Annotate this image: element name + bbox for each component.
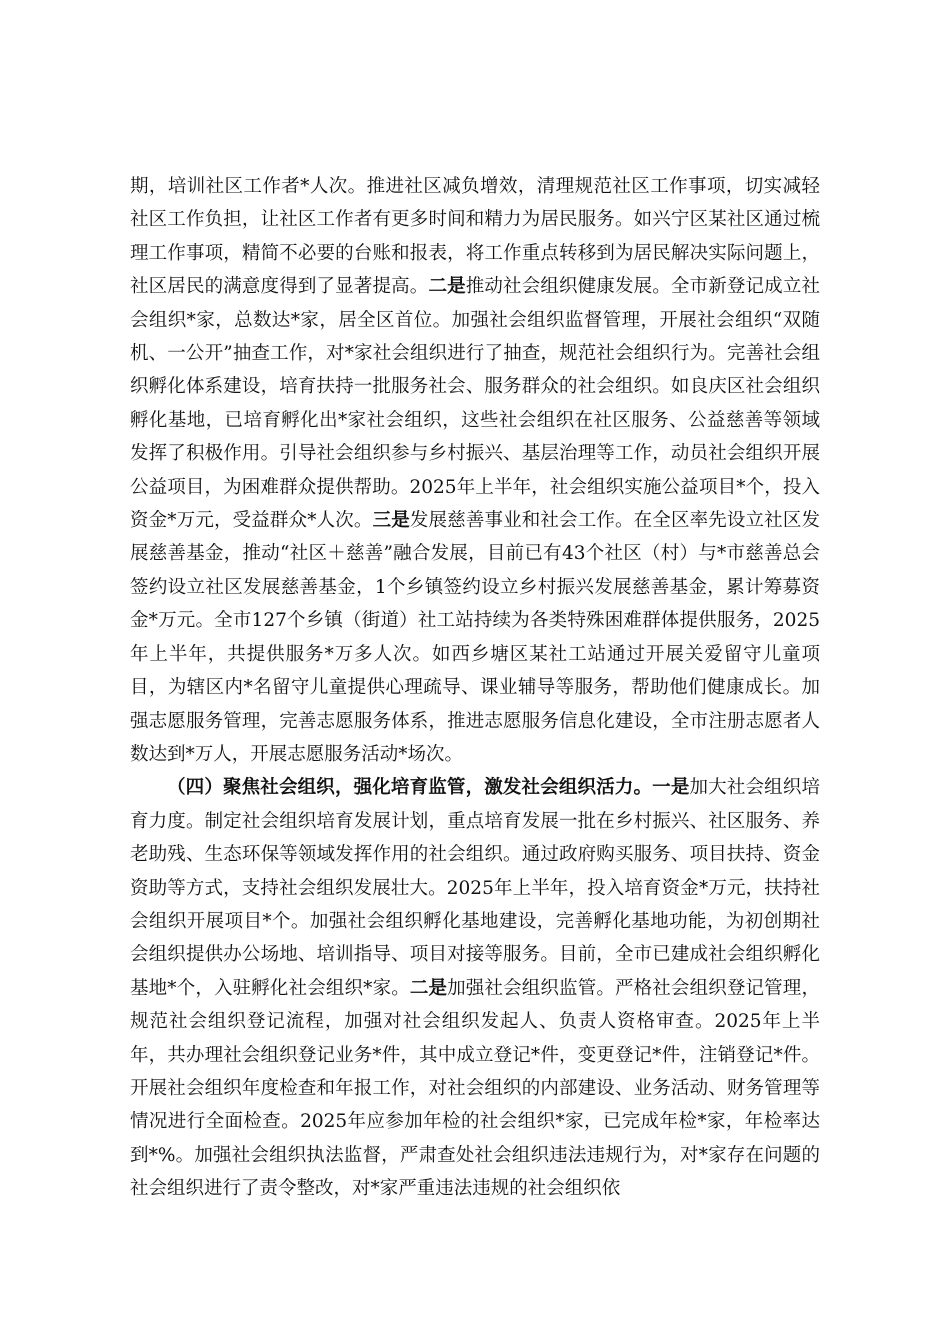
bold-marker-er-shi: 二是 xyxy=(428,276,466,298)
text-run: 加强社会组织监管。严格社会组织登记管理，规范社会组织登记流程，加强对社会组织发起人、负责人资格审查。2025年上半年，共办理社会组织登记业务*件，其中成立登记*件，变更登记*件，注销登记*件。开展社会组织年度检查和年报工作，对社会组织的内部建设、业务活动、财务管理等情况进行全面检查。2025年应参加年检的社会组织*家，已完成年检*家，年检率达到*%。加强社会组织执法监督，严肃查处社会组织违法违规行为，对*家存在问题的社会组织进行了责令整改，对*家严重违法违规的社会组织依 xyxy=(130,977,820,1200)
text-run: 期，培训社区工作者*人次。推进社区减负增效，清理规范社区工作事项，切实减轻社区工作负担，让社区工作者有更多时间和精力为居民服务。如兴宁区某社区通过梳理工作事项，精简不必要的台账和报表，将工作重点转移到为居民解决实际问题上，社区居民的满意度得到了显著提高。 xyxy=(130,176,820,298)
text-run: 发展慈善事业和社会工作。在全区率先设立社区发展慈善基金，推动“社区＋慈善”融合发展，目前已有43个社区（村）与*市慈善总会签约设立社区发展慈善基金，1个乡镇签约设立乡村振兴发展慈善基金，累计筹募资金*万元。全市127个乡镇（街道）社工站持续为各类特殊困难群体提供服务，2025年上半年，共提供服务*万多人次。如西乡塘区某社工站通过开展关爱留守儿童项目，为辖区内*名留守儿童提供心理疏导、课业辅导等服务，帮助他们健康成长。加强志愿服务管理，完善志愿服务体系，推进志愿服务信息化建设，全市注册志愿者人数达到*万人，开展志愿服务活动*场次。 xyxy=(130,510,820,765)
paragraph-continuation xyxy=(130,170,820,771)
text-run: 推动社会组织健康发展。全市新登记成立社会组织*家，总数达*家，居全区首位。加强社会组织监督管理，开展社会组织“双随机、一公开”抽查工作，对*家社会组织进行了抽查，规范社会组织行为。完善社会组织孵化体系建设，培育扶持一批服务社会、服务群众的社会组织。如良庆区社会组织孵化基地，已培育孵化出*家社会组织，这些社会组织在社区服务、公益慈善等领域发挥了积极作用。引导社会组织参与乡村振兴、基层治理等工作，动员社会组织开展公益项目，为困难群众提供帮助。2025年上半年，社会组织实施公益项目*个，投入资金*万元，受益群众*人次。 xyxy=(130,276,820,532)
bold-marker-er-shi: 二是 xyxy=(409,977,448,999)
document-body xyxy=(130,170,820,1206)
text-run: 加大社会组织培育力度。制定社会组织培育发展计划，重点培育发展一批在乡村振兴、社区服务、养老助残、生态环保等领域发挥作用的社会组织。通过政府购买服务、项目扶持、资金资助等方式，支持社会组织发展壮大。2025年上半年，投入培育资金*万元，扶持社会组织开展项目*个。加强社会组织孵化基地建设，完善孵化基地功能，为初创期社会组织提供办公场地、培训指导、项目对接等服务。目前，全市已建成社会组织孵化基地*个，入驻孵化社会组织*家。 xyxy=(130,777,820,999)
section-heading: （四）聚焦社会组织，强化培育监管，激发社会组织活力。一是 xyxy=(167,777,690,799)
bold-marker-san-shi: 三是 xyxy=(372,510,410,532)
paragraph-section-four xyxy=(130,771,820,1205)
